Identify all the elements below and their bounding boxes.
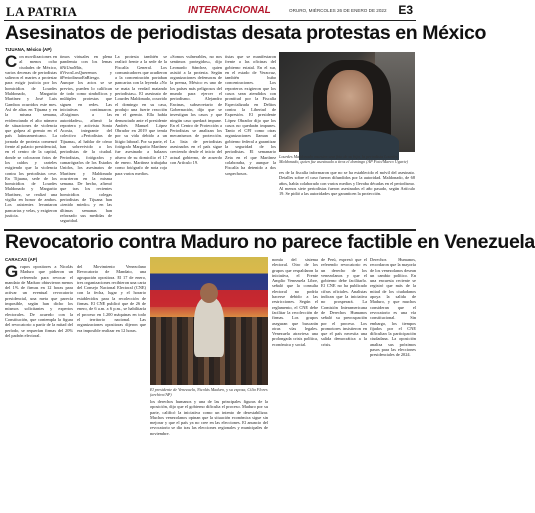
newspaper-brand: LA PATRIA xyxy=(6,4,78,19)
story1-sidebar-text: res de la fiscalía informaron que no se ha establecido el móvil del asesinato. Detalles sobre el caso fueron difundidos por la autoridad. Maldonado, de 68 años, había colaborado con varios medios y llevaba décadas en el periodismo. Al menos siete periodistas fueron asesinados el año pasado, según Artículo 19. Se pidió a las autoridades que garanticen la protección. xyxy=(279,170,415,197)
story1-column-2: timos virtuales en plena pandemia con los lemas #NiUnoMás, #VivosLosQueremos y #PeriodismoEnRiesgo. Aunque los actos se se previos, pueden lo califican de todo como simbólicos y múltiples protestas que siguen en redes. Las iniciativas continuaron. «Exigimos a las autoridades», afirmó la reportera y activista Sonia Acosta, integrante del colectivo «Periodistas de Tijuana», al hablar de cómo han sobrevivido a los periodistas de la ciudad. Periodistas, fotógrafos y camarógrafos de los Estados Unidos, los asesinatos de Martínez y Maldonado ocurrieron en la misma semana. De hecho, afirmó que tras los recientes homicidios colegas periodistas de Tijuana han «tenido miedo» y en las últimas semanas han reforzado sus medidas de seguridad. xyxy=(60,54,112,224)
section-label: INTERNACIONAL xyxy=(184,3,275,17)
story1-dateline: TIJUANA, México (AP) xyxy=(5,47,52,52)
story2-column-1: Grupos opositores a Nicolás Maduro que pidieron un referendo para revocar el mandato de Maduro obtuvieron menos del 1% de firmas en 12 horas para activar un eventual revocatorio presidencial, una meta que parecía imposible, según han dicho los mismos solicitantes y expertos electorales. De acuerdo con la Constitución, que contempla la figura del revocatorio a partir de la mitad del período, se requerían firmas del 20% del padrón electoral. xyxy=(5,262,73,338)
story2-column-4: nomía del sistema electoral. Otro de los grupos que respaldaron la iniciativa, el Frente Amplio Venezuela Libre, señaló que la consulta electoral no podría hacerse debido a las restricciones. Según el reglamento, el CNE debe facilitar la recolección de firmas. Los grupos aseguran que buscarán otras vías legales. Venezuela atraviesa una prolongada crisis política, económica y social. xyxy=(272,257,318,347)
issue-dateline: ORURO, MIÉRCOLES 26 DE ENERO DE 2022 xyxy=(289,8,387,13)
story1-column-1: Con movilizaciones en al menos ocho ciudades de México, varios decenas de periodistas salieron el martes a protestar para exigir justicia por los homicidios de Lourdes Maldonado, Margarito Martínez y José Luis Gamboa ocurridos este mes. Así de altas en Tijuana y en la misma semana, evidenciando el alto número de situaciones de violencia que golpea al gremio en el país latinoamericano. La jornada de protesta comenzó frente al palacio presidencial, en el centro de la capital, donde se colocaron fotos de los caídos y carteles exigiendo que la violencia contra los periodistas cese. En Tijuana, sede de los homicidios de Lourdes Maldonado y Margarito Martínez, se realizó una vigilia en honor de ambos. Los asistentes levantaron pancartas y velas, y exigieron justicia. xyxy=(5,52,57,218)
story1-photo-caption: Lourdes Maldonado muestra una foto de su hija, la periodista Lourdes Maldonado, quien fue asesinada a tiros el domingo (AP Foto/Marco Ugarte) xyxy=(279,154,409,164)
story2-photo xyxy=(150,257,268,385)
story2-dateline: CARACAS (AP) xyxy=(5,257,38,262)
story1-column-5: tistas que se manifestaron frente a las oficinas del gobierno estatal. En el sur, en el estado de Veracruz, también hubo concentraciones. Los reporteros exigieron que los casos sean atendidos con prontitud por la Fiscalía Especializada en Delitos contra la Libertad de Expresión. El presidente López Obrador dijo que los casos no quedarán impunes. Tanto el CPJ como otras organizaciones llaman al gobierno federal a garantizar la seguridad de los periodistas. El semanario Zeta en el que Martínez colaboraba, y aunque la Fiscalía ha detenido a dos sospechosos. xyxy=(225,54,276,176)
story2-column-6: Derechos Humanos, recordaron que la mayoría de los venezolanos desean un cambio político. En una encuesta reciente se registró que más de la mitad de los ciudadanos apoya la salida de Maduro, y que muchos consideran que el revocatorio es una vía constitucional. Sin embargo, los tiempos fijados por el CNE dificultan la participación ciudadana. La oposición analiza sus próximos pasos para las elecciones presidenciales de 2024. xyxy=(370,257,416,358)
story1-photo xyxy=(279,52,415,152)
page-number: E3 xyxy=(398,3,413,17)
masthead xyxy=(4,3,416,21)
story2-column-2: del Movimiento Venezolano Revocatorio de Mandato, una agrupación opositora. El 17 de enero, tres organizaciones recibieron una carta del Consejo Nacional Electoral (CNE) con la fecha, lugar y el horario establecidos para la recolección de firmas. El CNE publicó que de 26 de enero, de 6 a.m. a 6 p.m., se habilitaría el proceso en 1.200 máquinas en todo el territorio nacional. Las organizaciones opositoras dijeron que era imposible realizar en 12 horas. xyxy=(77,264,146,333)
story1-column-4: «Somos vulnerables, no nos sentimos protegidos», dijo Leonardo Sánchez, quien asistió a la protesta. Según organizaciones defensoras de la prensa, México es uno de los países más peligrosos del mundo para ejercer el periodismo. Alejandro Encinas, subsecretario de Gobernación, dijo que se investigan los casos y que ningún caso quedará impune. En el Centro de Protección a Periodistas se analizan los mecanismos de protección. La lista de periodistas asesinados en el país sigue creciendo desde el inicio del actual gobierno, de acuerdo con Artículo 19. xyxy=(170,54,222,165)
story1-headline: Asesinatos de periodistas desata protestas en México xyxy=(5,22,486,44)
story2-photo-caption: El presidente de Venezuela, Nicolás Maduro, y su esposa, Cilia Flores (archivo/AP) xyxy=(150,387,268,397)
story1-column-3: La protesta también se realizó frente a la sede de la Fiscalía General. Los comunicadores que acudieron a la concentración portaban pancartas con la leyenda «No se mata la verdad matando periodistas». El asesinato de Lourdes Maldonado, ocurrido el domingo en su casa, produjo una fuerte reacción en el gremio. Ella había denunciado ante el presidente Andrés Manuel López Obrador en 2019 que temía por su vida debido a un litigio laboral. Por su parte, el fotógrafo Margarito Martínez fue asesinado a balazos afuera de su domicilio el 17 de enero. Martínez trabajaba como fotógrafo de nota roja para varios medios. xyxy=(115,54,167,176)
story2-headline: Revocatorio contra Maduro no parece factible en Venezuela xyxy=(5,231,535,253)
story2-column-5: de Perú, expresó que el referendo revocatorio es un derecho de los venezolanos y que el gobierno debe facilitarlo. El CNE no ha publicado cifras oficiales. Analistas indican que la iniciativa no prosperará. La Comisión Interamericana de Derechos Humanos señaló su preocupación por el proceso. Los promotores insistieron en que el país necesita una salida democrática a la crisis. xyxy=(321,257,367,347)
story2-column-3: los derechos humanos y una de las principales figuras de la oposición, dijo que el gobierno dificulta el proceso. Maduro por su parte, calificó la iniciativa como un intento de desestabilizar. Muchos venezolanos opinan que la situación económica sigue sin mejorar y que el país ya no cree en las elecciones. El anuncio del revocatorio se dio tras las elecciones regionales y municipales de noviembre. xyxy=(150,399,268,436)
